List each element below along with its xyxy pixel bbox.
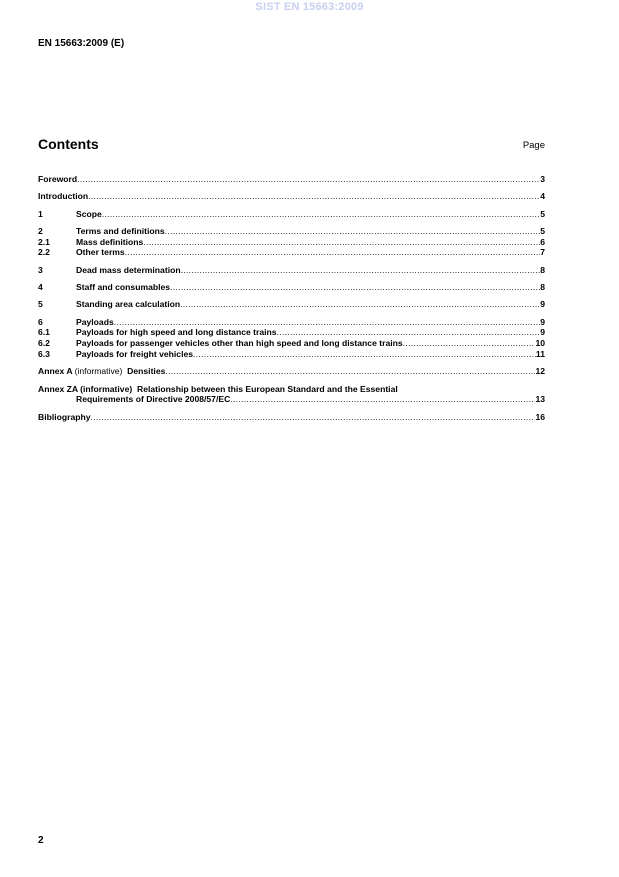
toc-entry-number: 2.2 [38,247,50,258]
toc-entry-title: Payloads for passenger vehicles other than high speed and long distance trains [76,338,403,349]
leader-dots [230,394,535,405]
leader-dots [143,237,540,248]
leader-dots [102,209,540,220]
watermark: SIST EN 15663:2009 [255,1,364,13]
annex-qualifier: (informative) [74,366,123,377]
toc-entry-2[interactable] [38,226,545,237]
leader-dots [88,191,540,202]
toc-entry-6-2[interactable] [38,338,545,349]
toc-entry-3[interactable] [38,265,545,276]
toc-entry-number: 6.3 [38,349,50,360]
toc-entry-4[interactable] [38,282,545,293]
toc-entry-title: Payloads for high speed and long distance trains [76,327,277,338]
toc-entry-number: 1 [38,208,43,219]
annex-label: Annex A [38,366,73,377]
toc-entry-title: Terms and definitions [76,225,165,236]
toc-entry-annex-a[interactable] [38,366,545,377]
toc-entry-page: 8 [540,282,545,293]
toc-entry-title: Payloads for freight vehicles [76,349,194,360]
toc-entry-page: 8 [540,264,545,275]
toc-entry-page: 9 [540,316,545,327]
toc-entry-number: 2 [38,225,43,236]
annex-za-line-2 [38,394,545,405]
toc-entry-2-2[interactable] [38,247,545,258]
toc-entry-page: 3 [540,174,545,184]
toc-entry-6-3[interactable] [38,349,545,360]
toc-entry-title: Payloads [76,316,114,327]
toc-entry-page: 9 [540,327,545,338]
toc-entry-title: Dead mass determination [76,264,181,275]
leader-dots [193,349,536,360]
toc-entry-introduction[interactable] [38,191,545,202]
leader-dots [170,282,540,293]
leader-dots [277,327,541,338]
toc-entry-number: 3 [38,264,43,275]
leader-dots [165,366,535,377]
toc-entry-title [38,366,165,377]
annex-label: Annex ZA (informative) [38,383,133,394]
toc-entry-page: 5 [540,208,545,219]
toc-entry-title: Mass definitions [76,236,144,247]
toc-entry-title: Foreword [38,174,78,184]
leader-dots [180,299,540,310]
annex-title-line-1: Relationship between this European Standard and the Essential [137,383,398,394]
toc-entry-number: 6.1 [38,327,50,338]
leader-dots [114,317,540,328]
toc-entry-page: 11 [535,349,545,360]
document-id: EN 15663:2009 (E) [38,38,125,49]
toc-entry-page: 10 [535,338,545,349]
leader-dots [125,247,541,258]
page-column-label: Page [522,140,545,151]
toc-entry-page: 7 [540,247,545,258]
contents-heading: Contents [38,136,99,152]
leader-dots [165,226,541,237]
toc-entry-bibliography[interactable] [38,412,545,423]
leader-dots [181,265,541,276]
toc-entry-title: Introduction [38,191,89,202]
toc-entry-title: Standing area calculation [76,299,181,310]
toc-entry-page: 5 [540,225,545,236]
toc-entry-title: Scope [76,208,102,219]
toc-entry-title: Staff and consumables [76,282,171,293]
table-of-contents [38,174,545,423]
toc-entry-page: 6 [540,236,545,247]
annex-za-line-1 [38,384,545,395]
toc-entry-page: 12 [535,366,545,377]
toc-entry-2-1[interactable] [38,237,545,248]
leader-dots [403,338,536,349]
leader-dots [77,174,540,185]
toc-entry-6-1[interactable] [38,327,545,338]
toc-entry-title: Other terms [76,247,125,258]
toc-entry-number: 5 [38,299,43,310]
toc-entry-page: 13 [535,394,545,405]
toc-entry-number: 4 [38,282,43,293]
toc-entry-title [38,384,398,395]
toc-entry-number: 2.1 [38,236,50,247]
annex-title-line-2: Requirements of Directive 2008/57/EC [76,394,231,405]
annex-title: Densities [127,366,166,377]
toc-entry-annex-za[interactable] [38,384,545,406]
toc-entry-page: 4 [540,191,545,202]
toc-entry-foreword[interactable] [38,174,545,185]
toc-entry-page: 16 [535,411,545,422]
toc-entry-number: 6.2 [38,338,50,349]
toc-entry-title: Bibliography [38,411,91,422]
page-number: 2 [38,835,44,846]
toc-entry-6[interactable] [38,317,545,328]
toc-entry-5[interactable] [38,299,545,310]
leader-dots [91,412,536,423]
toc-entry-number: 6 [38,316,43,327]
toc-entry-page: 9 [540,299,545,310]
toc-entry-1[interactable] [38,209,545,220]
